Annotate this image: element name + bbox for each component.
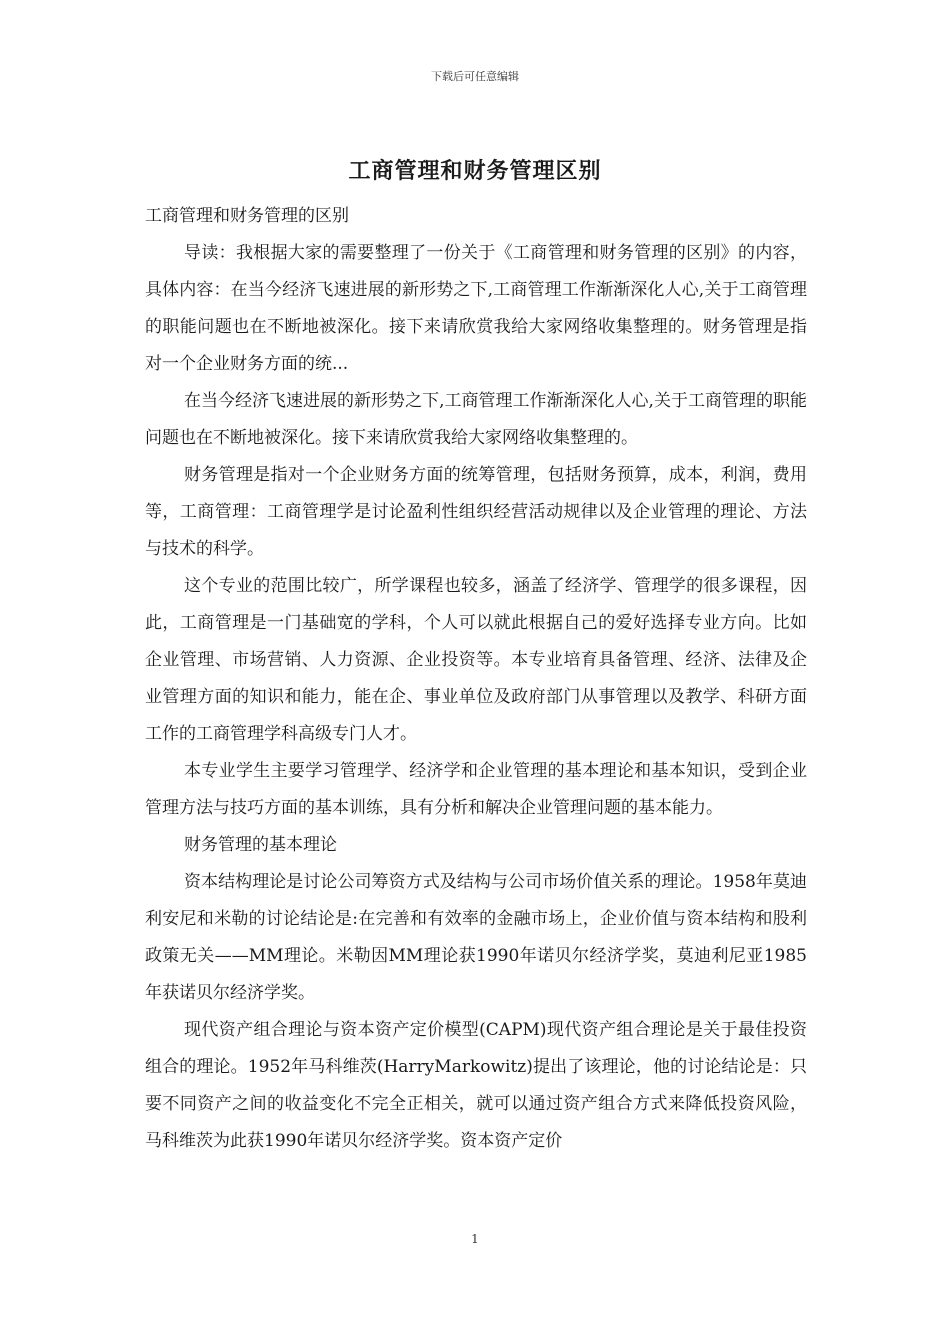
page-number: 1 (471, 1232, 479, 1246)
paragraph-portfolio-theory: 现代资产组合理论与资本资产定价模型(CAPM)现代资产组合理论是关于最佳投资组合的理论。1952年马科维茨(HarryMarkowitz)提出了该理论，他的讨论结论是：只要不同资产之间的收益变化不完全正相关，就可以通过资产组合方式来降低投资风险，马科维茨为此获1990年诺贝尔经济学奖。资本资产定价 (145, 1020, 807, 1151)
document-subtitle: 工商管理和财务管理的区别 (145, 206, 349, 226)
paragraph-background: 在当今经济飞速进展的新形势之下,工商管理工作渐渐深化人心,关于工商管理的职能问题也在不断地被深化。接下来请欣赏我给大家网络收集整理的。 (145, 391, 807, 448)
section-heading: 财务管理的基本理论 (184, 835, 337, 855)
paragraph-definition: 财务管理是指对一个企业财务方面的统筹管理，包括财务预算，成本，利润，费用等，工商管理：工商管理学是讨论盈利性组织经营活动规律以及企业管理的理论、方法与技术的科学。 (145, 465, 807, 559)
paragraph-capital-structure: 资本结构理论是讨论公司筹资方式及结构与公司市场价值关系的理论。1958年莫迪利安尼和米勒的讨论结论是:在完善和有效率的金融市场上，企业价值与资本结构和股利政策无关——MM理论。米勒因MM理论获1990年诺贝尔经济学奖，莫迪利尼亚1985年获诺贝尔经济学奖。 (145, 872, 807, 1003)
document-title: 工商管理和财务管理区别 (348, 159, 602, 184)
document-body (145, 198, 807, 1160)
paragraph-intro: 导读：我根据大家的需要整理了一份关于《工商管理和财务管理的区别》的内容，具体内容：在当今经济飞速进展的新形势之下,工商管理工作渐渐深化人心,关于工商管理的职能问题也在不断地被深化。接下来请欣赏我给大家网络收集整理的。财务管理是指对一个企业财务方面的统... (145, 243, 807, 374)
paragraph-scope: 这个专业的范围比较广，所学课程也较多，涵盖了经济学、管理学的很多课程，因此，工商管理是一门基础宽的学科，个人可以就此根据自己的爱好选择专业方向。比如企业管理、市场营销、人力资源、企业投资等。本专业培育具备管理、经济、法律及企业管理方面的知识和能力，能在企、事业单位及政府部门从事管理以及教学、科研方面工作的工商管理学科高级专门人才。 (145, 576, 807, 744)
header-note: 下载后可任意编辑 (431, 70, 519, 83)
paragraph-study: 本专业学生主要学习管理学、经济学和企业管理的基本理论和基本知识，受到企业管理方法与技巧方面的基本训练，具有分析和解决企业管理问题的基本能力。 (145, 761, 807, 818)
